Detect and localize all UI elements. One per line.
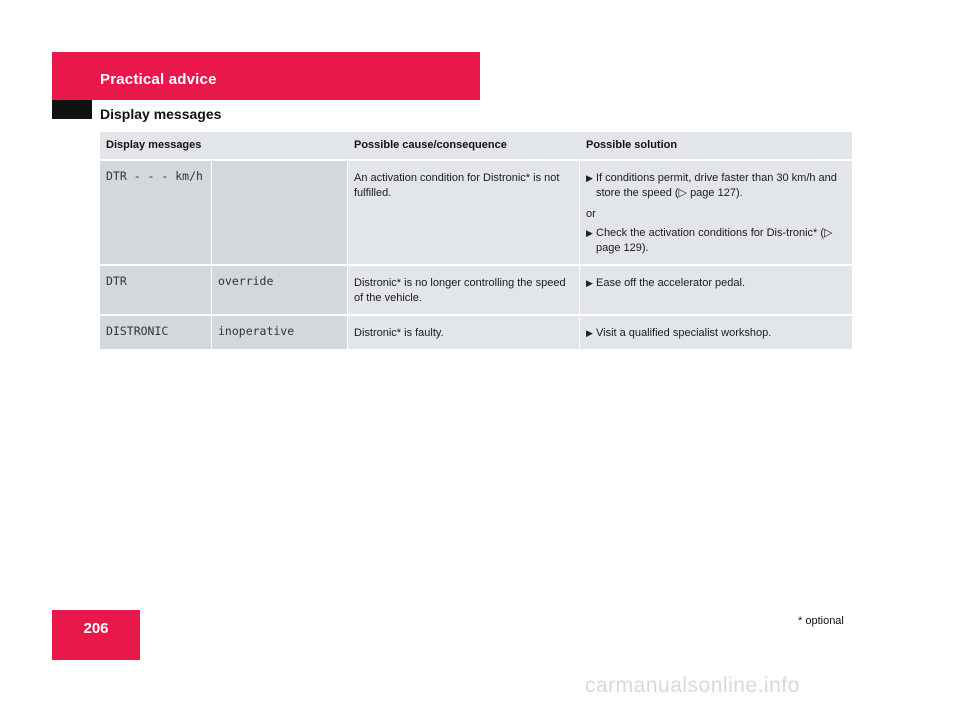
solution-text: Ease off the accelerator pedal. (596, 277, 746, 289)
step-arrow-icon: ▶ (586, 278, 593, 288)
table-row (100, 316, 852, 351)
display-message-part1: DTR - - - km/h (100, 161, 212, 266)
column-header-cause: Possible cause/consequence (348, 132, 580, 161)
solution-step (586, 326, 846, 341)
cause-cell (348, 161, 580, 266)
cause-text: An activation condition for Distronic* is not fulfilled. (354, 172, 560, 199)
solution-text: Check the activation conditions for Dis-tronic* (▷ page 129). (596, 227, 833, 254)
solution-cell (580, 316, 852, 351)
display-message-part1: DTR (100, 266, 212, 316)
cause-text: Distronic* is faulty. (354, 327, 444, 339)
display-message-part2: inoperative (212, 316, 348, 351)
step-arrow-icon: ▶ (586, 228, 593, 238)
page-number: 206 (83, 620, 109, 637)
solution-step (586, 276, 846, 291)
cause-text: Distronic* is no longer controlling the speed of the vehicle. (354, 277, 566, 304)
section-marker (52, 100, 92, 119)
display-message-part1: DISTRONIC (100, 316, 212, 351)
display-message-part2 (212, 161, 348, 266)
solution-step (586, 171, 846, 201)
cause-cell (348, 316, 580, 351)
step-arrow-icon: ▶ (586, 173, 593, 183)
solution-text: If conditions permit, drive faster than 30 km/h and store the speed (▷ page 127). (596, 172, 837, 199)
table-row (100, 266, 852, 316)
solution-cell (580, 266, 852, 316)
or-text: or (586, 208, 596, 220)
table-row (100, 161, 852, 266)
footnote: * optional (798, 615, 844, 627)
column-header-solution: Possible solution (580, 132, 852, 161)
solution-step (586, 226, 846, 256)
display-messages-table (100, 132, 852, 351)
step-arrow-icon: ▶ (586, 328, 593, 338)
chapter-title: Practical advice (100, 71, 217, 88)
column-header-display-messages: Display messages (100, 132, 348, 161)
table-header-row (100, 132, 852, 161)
solution-cell (580, 161, 852, 266)
cause-cell (348, 266, 580, 316)
solution-text: Visit a qualified specialist workshop. (596, 327, 772, 339)
display-message-part2: override (212, 266, 348, 316)
watermark: carmanualsonline.info (585, 674, 800, 697)
section-title: Display messages (100, 106, 222, 122)
